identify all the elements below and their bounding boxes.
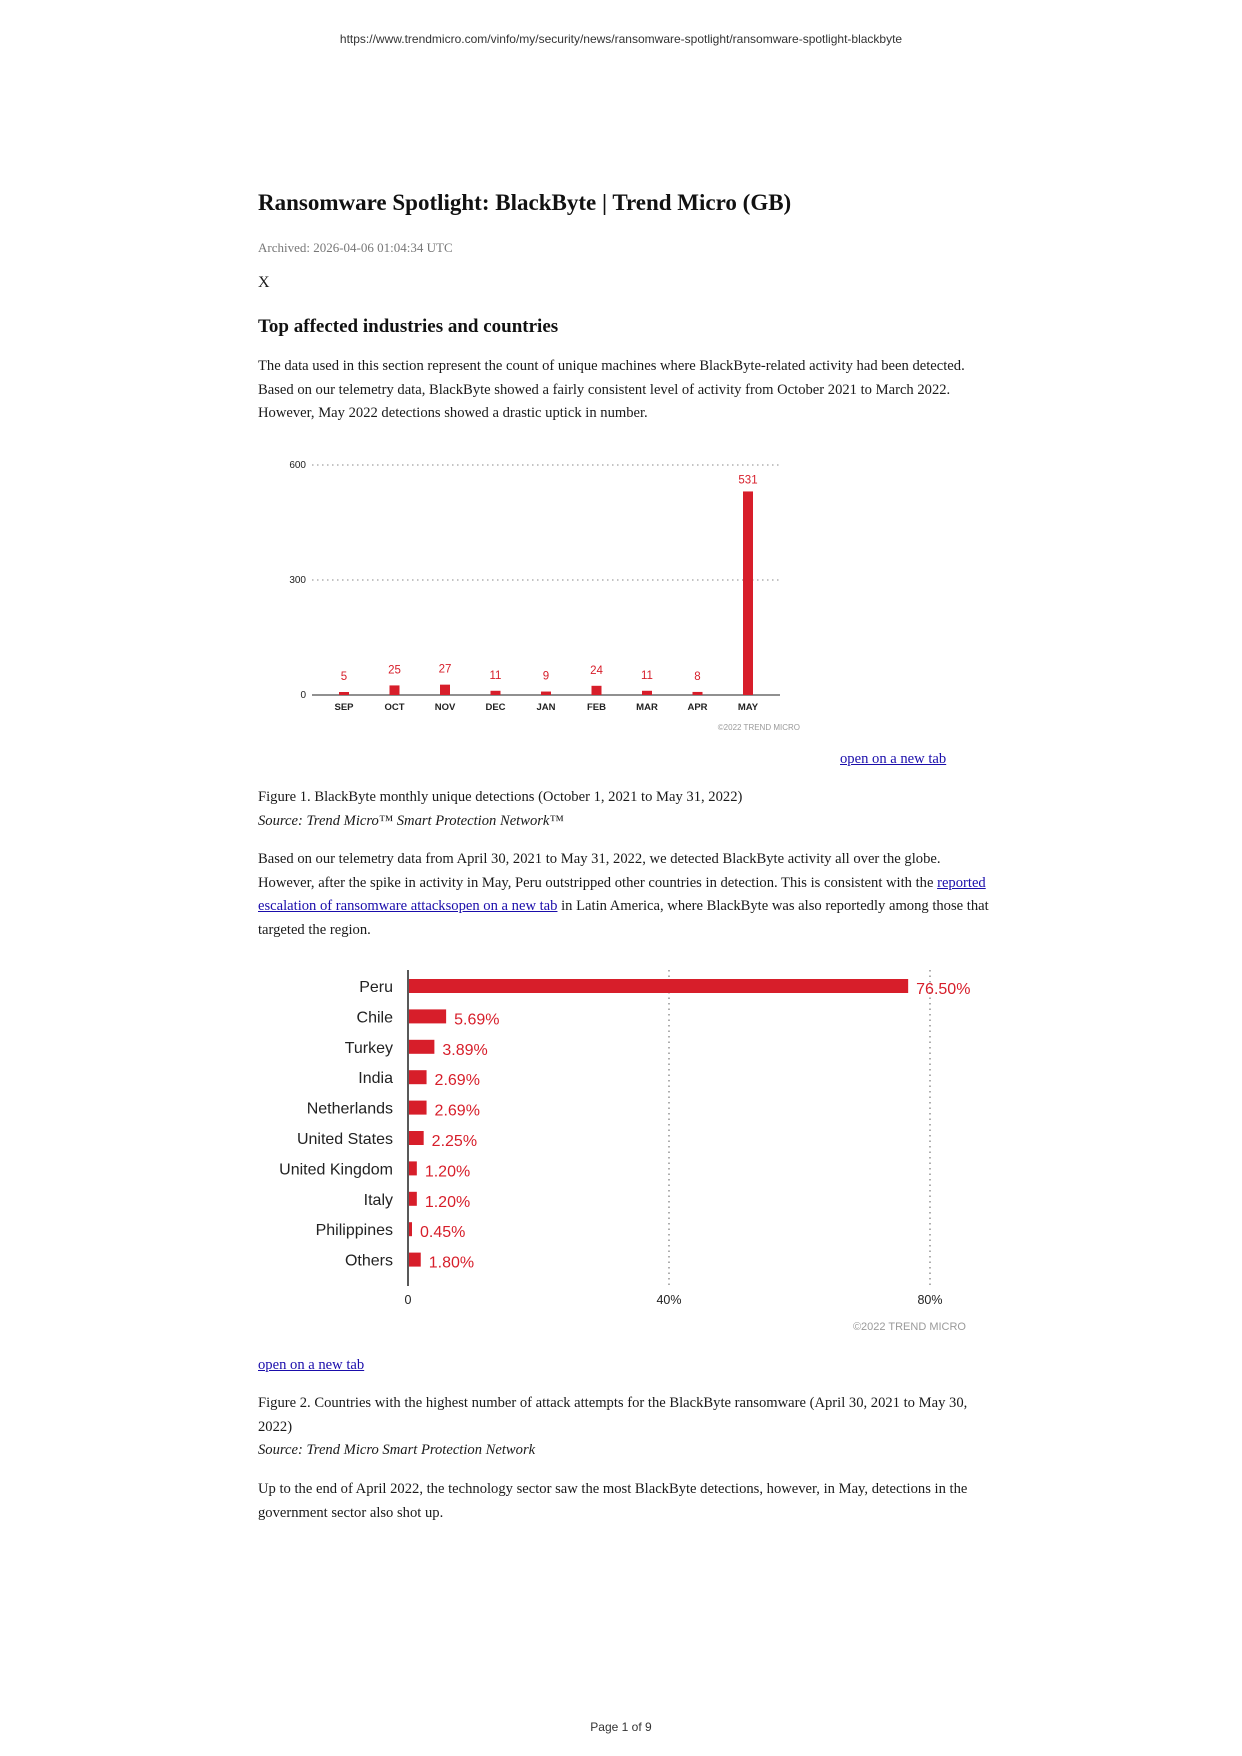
x-tick-label: 40% (656, 1293, 682, 1307)
bar (409, 1040, 434, 1054)
intro-block (258, 355, 994, 426)
intro-paragraph: The data used in this section represent the count of unique machines where BlackByte-related activity had been detected. Based on our telemetry data, BlackByte showed a fairly consistent level of activity from October 2021 to March 2022. However, May 2022 detections showed a drastic uptick in number. (258, 358, 965, 421)
data-label: 2.25% (431, 1133, 478, 1150)
x-tick-label: NOV (434, 702, 456, 713)
bar (339, 692, 349, 695)
bar (409, 979, 908, 993)
chart-credit: ©2022 TREND MICRO (717, 723, 800, 732)
data-label: 5 (340, 671, 348, 683)
y-tick-label: 300 (289, 575, 306, 586)
figure2-source: Source: Trend Micro Smart Protection Network (258, 1442, 536, 1458)
paragraph-3-block (258, 1478, 994, 1525)
bar (592, 686, 602, 695)
bar (440, 685, 450, 695)
data-label: 1.80% (428, 1254, 475, 1272)
data-label: 1.20% (424, 1193, 471, 1211)
x-tick-label: DEC (485, 702, 506, 713)
monthly-detections-chart (280, 455, 820, 745)
y-tick-label: 0 (300, 690, 306, 701)
close-mark: X (258, 274, 270, 291)
bar (743, 491, 753, 695)
bar (409, 1131, 424, 1145)
x-tick-label: FEB (587, 702, 606, 713)
page-title: Ransomware Spotlight: BlackByte | Trend Micro (GB) (258, 190, 792, 215)
bar (642, 691, 652, 695)
x-tick-label: MAR (636, 702, 658, 713)
paragraph-2-block (258, 848, 994, 942)
bar (409, 1101, 427, 1115)
data-label: 8 (694, 670, 701, 683)
data-label: 1.20% (424, 1163, 471, 1181)
page-footer: Page 1 of 9 (590, 1720, 652, 1734)
figure2-caption-block (258, 1392, 994, 1463)
data-label: 3.89% (442, 1041, 488, 1059)
figure1-source: Source: Trend Micro™ Smart Protection Network™ (258, 812, 564, 829)
data-label: 2.69% (434, 1102, 480, 1120)
data-label: 9 (542, 670, 550, 683)
section-heading: Top affected industries and countries (258, 316, 559, 337)
category-label: Turkey (344, 1039, 393, 1057)
category-label: Italy (363, 1191, 393, 1209)
data-label: 11 (641, 669, 653, 682)
bar (693, 692, 703, 695)
data-label: 11 (489, 669, 502, 682)
x-tick-label: 80% (917, 1293, 943, 1307)
bar (409, 1253, 421, 1267)
x-tick-label: JAN (536, 702, 556, 713)
data-label: 5.69% (454, 1011, 500, 1029)
data-label: 2.69% (434, 1072, 480, 1090)
bar (409, 1070, 427, 1084)
data-label: 25 (388, 664, 401, 677)
paragraph-2 (258, 848, 994, 942)
y-tick-label: 600 (289, 460, 306, 471)
category-label: Peru (359, 979, 393, 996)
category-label: India (358, 1070, 393, 1088)
figure2-caption: Figure 2. Countries with the highest number of attack attempts for the BlackByte ransomware (April 30, 2021 to May 30, 2022) (258, 1395, 968, 1435)
x-tick-label: SEP (334, 702, 354, 713)
data-label: 27 (438, 663, 452, 676)
paragraph-3: Up to the end of April 2022, the technology sector saw the most BlackByte detections, however, in May, detections in the government sector also shot up. (258, 1481, 968, 1521)
figure1-caption: Figure 1. BlackByte monthly unique detections (October 1, 2021 to May 31, 2022) (258, 789, 743, 805)
page-url: https://www.trendmicro.com/vinfo/my/security/news/ransomware-spotlight/ransomware-spotlight-blackbyte (339, 32, 903, 46)
bar (409, 1192, 417, 1206)
bar (409, 1161, 417, 1175)
reported-escalation-link[interactable]: reported escalation of ransomware attacksopen on a new tab (258, 874, 986, 914)
bar (541, 692, 551, 695)
x-tick-label: MAY (737, 702, 759, 713)
bar (409, 1009, 446, 1023)
category-label: United States (296, 1131, 393, 1148)
data-label: 76.50% (916, 981, 971, 998)
archived-timestamp: Archived: 2026-04-06 01:04:34 UTC (258, 240, 453, 255)
category-label: Chile (356, 1009, 393, 1027)
x-tick-label: APR (687, 702, 708, 713)
figure1-caption-block (258, 786, 994, 833)
data-label: 531 (738, 474, 758, 487)
bar (409, 1222, 412, 1236)
category-label: Philippines (315, 1222, 393, 1240)
figure1-open-link[interactable]: open on a new tab (840, 751, 947, 767)
data-label: 24 (590, 664, 603, 677)
paragraph-2-text-a: Based on our telemetry data from April 30, 2021 to May 31, 2022, we detected BlackByte activity all over the globe. However, after the spike in activity in May, Peru outstripped other countries in detection. This is consistent with the (258, 851, 941, 891)
data-label: 0.45% (420, 1224, 466, 1242)
x-tick-label: 0 (404, 1293, 412, 1307)
bar (491, 691, 501, 695)
chart-credit: ©2022 TREND MICRO (852, 1321, 966, 1333)
category-label: United Kingdom (279, 1161, 393, 1179)
category-label: Others (344, 1252, 393, 1270)
country-detections-chart (258, 968, 998, 1338)
category-label: Netherlands (306, 1100, 393, 1118)
bar (390, 685, 400, 695)
x-tick-label: OCT (384, 702, 405, 713)
figure2-open-link[interactable]: open on a new tab (258, 1357, 365, 1373)
paragraph-2-text-b: in Latin America, where BlackByte was also reportedly among those that targeted the region. (258, 898, 989, 938)
